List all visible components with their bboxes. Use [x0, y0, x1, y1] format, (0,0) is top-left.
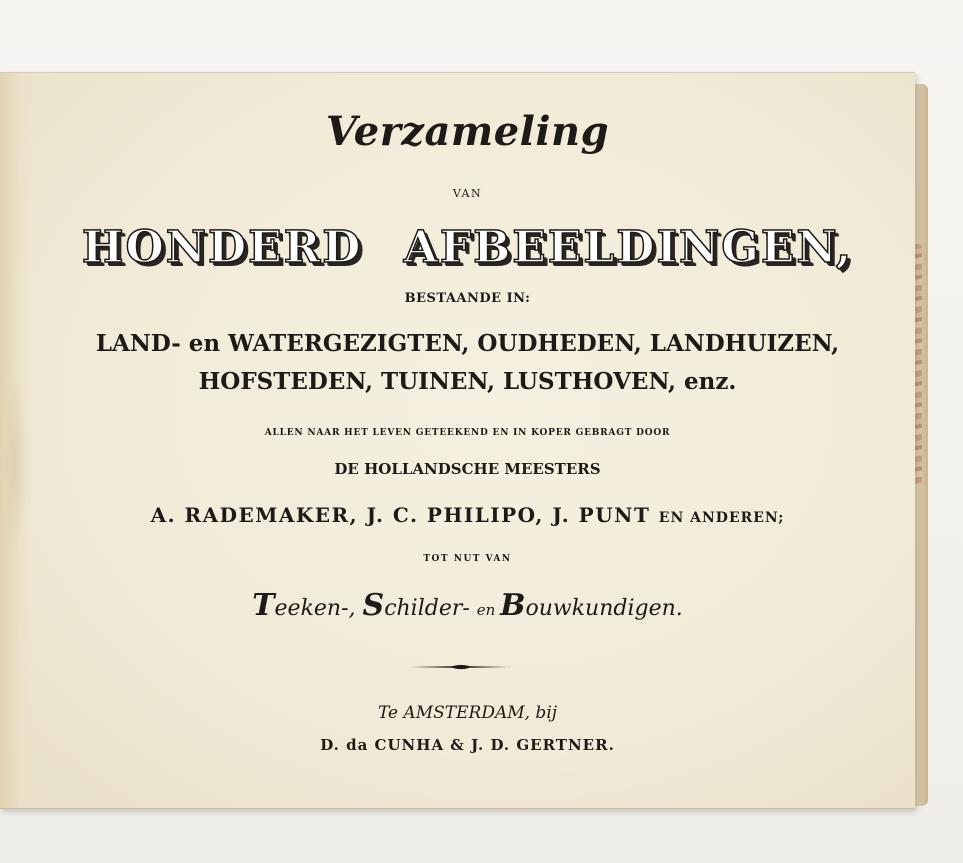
discipline-en: en — [476, 601, 501, 619]
subjects-line-2: HOFSTEDEN, TUINEN, LUSTHOVEN, enz. — [198, 368, 737, 395]
discipline-3-initial: B — [500, 588, 526, 623]
discipline-1-rest: eeken-, — [274, 596, 363, 621]
disciplines-line — [0, 588, 935, 623]
tot-nut-van-line: TOT NUT VAN — [423, 554, 512, 564]
bestaande-line: BESTAANDE IN: — [404, 291, 531, 306]
title-page — [0, 72, 915, 809]
discipline-3-rest: ouwkundigen. — [525, 596, 683, 621]
publisher-line: D. da CUNHA & J. D. GERTNER. — [320, 736, 615, 754]
artists-line — [0, 503, 935, 527]
place-line: Te AMSTERDAM, bij — [377, 703, 558, 723]
title-verzameling: Verzameling — [325, 108, 610, 155]
engraved-note: ALLEN NAAR HET LEVEN GETEEKEND EN IN KOPER GEBRAGT DOOR — [264, 428, 671, 438]
artists-names: A. RADEMAKER, J. C. PHILIPO, J. PUNT — [150, 503, 651, 527]
van-line: VAN — [452, 187, 483, 200]
discipline-2-rest: childer- — [384, 596, 477, 621]
subjects-line-1: LAND- en WATERGEZIGTEN, OUDHEDEN, LANDHUIZEN, — [95, 330, 840, 357]
main-title-honderd-afbeeldingen: HONDERD AFBEELDINGEN, — [81, 222, 854, 273]
artists-suffix: EN ANDEREN; — [658, 510, 785, 526]
masters-intro: DE HOLLANDSCHE MEESTERS — [334, 460, 601, 478]
discipline-1-initial: T — [252, 588, 275, 623]
ornamental-rule — [410, 663, 512, 671]
discipline-2-initial: S — [362, 588, 385, 623]
